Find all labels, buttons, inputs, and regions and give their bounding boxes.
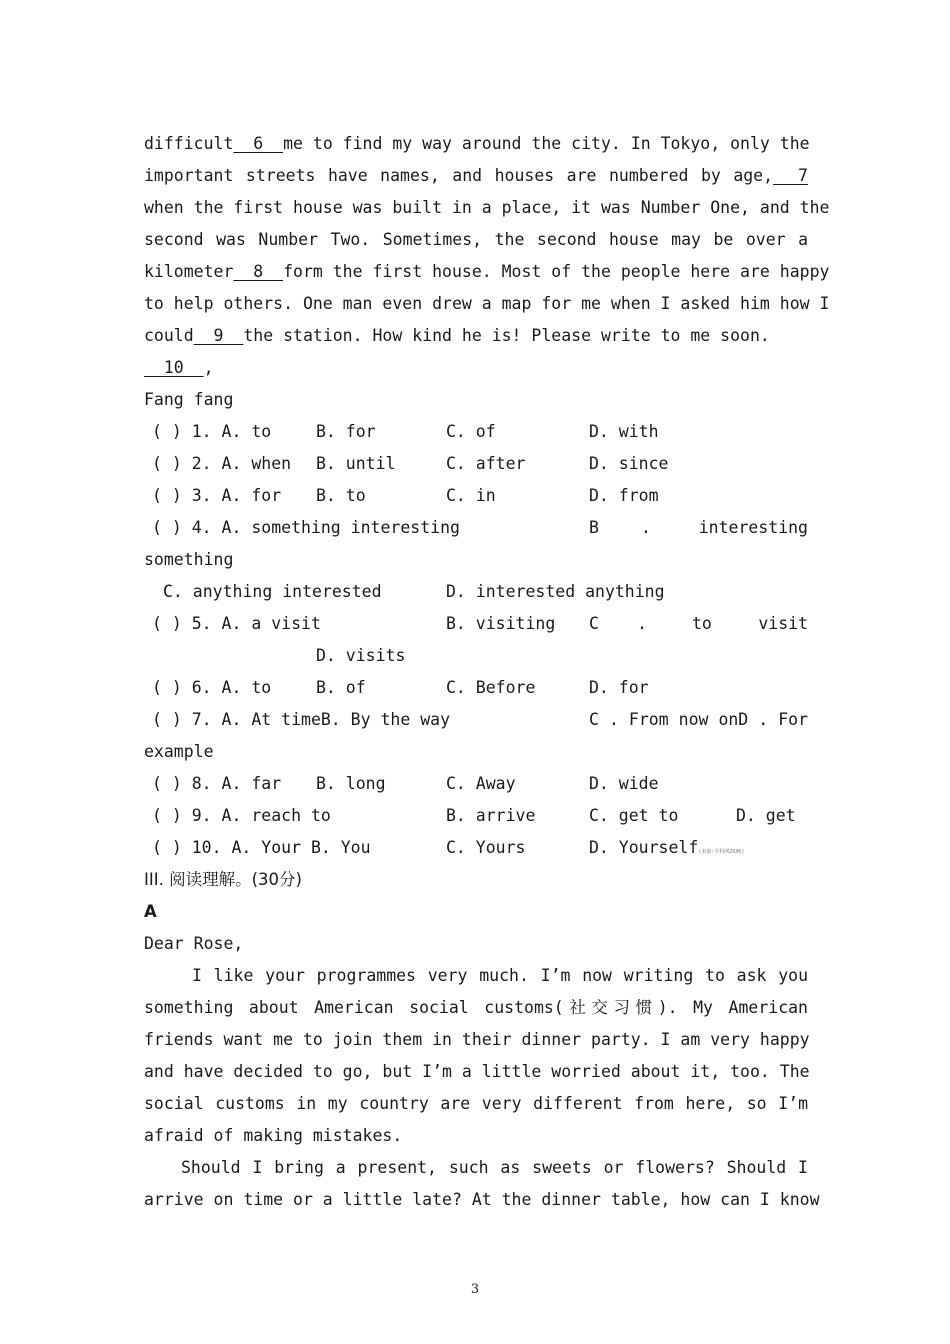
option-c-d: C . From now onD . For	[589, 710, 808, 729]
text: to	[692, 614, 712, 633]
question-stem: ( ) 7. A. At timeB. By the way	[152, 710, 451, 729]
letter-line: and have decided to go, but I’m a little worried about it, too. The	[144, 1062, 810, 1081]
question-1	[144, 416, 808, 448]
closing-line	[144, 352, 808, 384]
question-stem: ( ) 5. A. a visit	[152, 614, 321, 633]
question-3	[144, 480, 808, 512]
passage-line: to help others. One man even drew a map for me when I asked him how I	[144, 294, 830, 313]
text: could	[144, 326, 194, 345]
text: difficult	[144, 134, 234, 153]
option-c: C. Away	[446, 774, 516, 793]
option-c: C. Yours	[446, 838, 526, 857]
option-c: C	[589, 614, 599, 633]
text: interesting	[698, 518, 808, 537]
text: me to find my way around the city. In Tokyo, only the	[283, 134, 810, 153]
text: ,	[203, 358, 214, 377]
letter-greeting: Dear Rose,	[144, 934, 244, 953]
question-5-options	[144, 640, 808, 672]
option-b: B. for	[316, 422, 376, 441]
text: important streets have names, and houses are numbered by age,	[144, 166, 774, 185]
letter-line: something about American social customs(社交习惯). My American	[144, 998, 808, 1017]
option-b: B. until	[316, 454, 396, 473]
question-2	[144, 448, 808, 480]
question-stem: ( ) 6. A. to	[152, 678, 272, 697]
option-d: D. for	[589, 678, 649, 697]
blank-8: 8	[233, 262, 284, 281]
option-b: B. long	[316, 774, 386, 793]
question-6	[144, 672, 808, 704]
question-7-wrap: example	[144, 742, 214, 761]
text: form the first house. Most of the people here are happy	[283, 262, 830, 281]
option-d: D. wide	[589, 774, 659, 793]
question-stem: ( ) 10. A. Your B. You	[152, 838, 371, 857]
letter-line: social customs in my country are very different from here, so I’m	[144, 1094, 808, 1113]
source-watermark: (来源:学科网ZXXK)	[698, 849, 745, 855]
question-4-options	[144, 576, 808, 608]
option-d-wrap	[589, 832, 744, 868]
option-c: C. of	[446, 422, 496, 441]
option-b: B. to	[316, 486, 366, 505]
question-5	[144, 608, 808, 640]
question-stem: ( ) 3. A. for	[152, 486, 282, 505]
option-d: D. visits	[316, 646, 406, 665]
passage-line	[144, 256, 830, 288]
question-stem: ( ) 4. A. something interesting	[152, 518, 460, 537]
option-d: D. interested anything	[446, 582, 665, 601]
letter-line: friends want me to join them in their dinner party. I am very happy	[144, 1030, 810, 1049]
question-8	[144, 768, 808, 800]
letter-line: arrive on time or a little late? At the dinner table, how can I know	[144, 1190, 820, 1209]
option-c: C. anything interested	[163, 582, 382, 601]
option-d: D. get	[736, 806, 796, 825]
signature: Fang fang	[144, 390, 234, 409]
option-c: C. get to	[589, 806, 679, 825]
passage-line: second was Number Two. Sometimes, the second house may be over a	[144, 230, 808, 249]
part-label: A	[144, 902, 157, 921]
question-9	[144, 800, 808, 832]
page-number: 3	[470, 1282, 480, 1297]
passage-line	[144, 160, 808, 192]
passage-line	[144, 128, 808, 160]
letter-line: I like your programmes very much. I’m now writing to ask you	[192, 966, 808, 985]
question-stem: ( ) 9. A. reach to	[152, 806, 331, 825]
option-d: D. Yourself	[589, 838, 699, 857]
question-stem: ( ) 8. A. far	[152, 774, 282, 793]
option-d: D. since	[589, 454, 669, 473]
option-c: C. after	[446, 454, 526, 473]
question-7	[144, 704, 808, 736]
blank-7: 7	[773, 166, 808, 185]
question-4-wrap: something	[144, 550, 234, 569]
page-content	[144, 128, 830, 1216]
letter-line: Should I bring a present, such as sweets or flowers? Should I	[181, 1158, 808, 1177]
option-b: B. arrive	[446, 806, 536, 825]
text: .	[637, 614, 647, 633]
question-10	[144, 832, 808, 864]
blank-9: 9	[193, 326, 244, 345]
option-b: B	[589, 518, 599, 537]
passage-line	[144, 320, 808, 352]
text: the station. How kind he is! Please write to me soon.	[243, 326, 770, 345]
question-4	[144, 512, 808, 544]
text: .	[641, 518, 651, 537]
option-c: C. Before	[446, 678, 536, 697]
text: visit	[758, 614, 808, 633]
blank-10: 10	[144, 358, 204, 377]
passage-line: when the first house was built in a place, it was Number One, and the	[144, 198, 830, 217]
blank-6: 6	[233, 134, 284, 153]
section-heading: III. 阅读理解。(30分)	[144, 870, 302, 889]
question-stem: ( ) 1. A. to	[152, 422, 272, 441]
option-d: D. from	[589, 486, 659, 505]
letter-line: afraid of making mistakes.	[144, 1126, 403, 1145]
option-b: B. visiting	[446, 614, 556, 633]
text: kilometer	[144, 262, 234, 281]
question-stem: ( ) 2. A. when	[152, 454, 292, 473]
option-b: B. of	[316, 678, 366, 697]
option-d: D. with	[589, 422, 659, 441]
option-c: C. in	[446, 486, 496, 505]
